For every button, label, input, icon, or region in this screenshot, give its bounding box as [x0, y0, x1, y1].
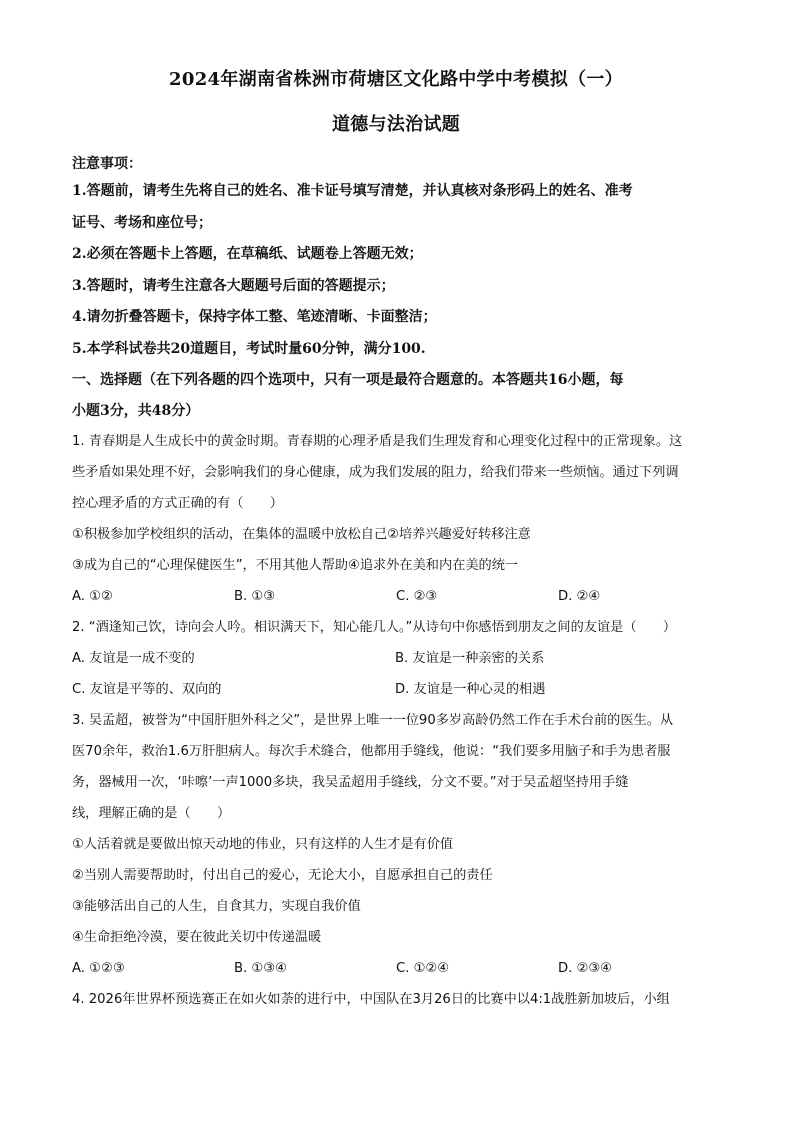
- statement-line: ①人活着就是要做出惊天动地的伟业，只有这样的人生才是有价值: [72, 837, 454, 852]
- notice-item-5: 5.本学科试卷共20道题目，考试时量60分钟，满分100.: [72, 340, 426, 357]
- question-line: 1. 青春期是人生成长中的黄金时期。青春期的心理矛盾是我们生理发育和心理变化过程中的正常现象。这: [72, 434, 683, 449]
- option-b: B. ①③: [234, 589, 276, 604]
- option-a: A. ①②③: [72, 961, 125, 976]
- option-c: C. 友谊是平等的、双向的: [72, 682, 222, 697]
- options-row: [72, 953, 720, 984]
- option-d: D. ②③④: [558, 961, 613, 976]
- exam-subtitle: 道德与法治试题: [331, 114, 461, 135]
- question-3: [72, 705, 720, 984]
- section-heading-line2: 小题3分，共48分）: [72, 402, 200, 419]
- notice-item-4: 4.请勿折叠答题卡，保持字体工整、笔迹清晰、卡面整洁；: [72, 309, 437, 325]
- option-b: B. 友谊是一种亲密的关系: [395, 651, 545, 666]
- exam-title: 2024年湖南省株洲市荷塘区文化路中学中考模拟（一）: [169, 69, 623, 90]
- question-line: 2. “酒逢知己饮，诗向会人吟。相识满天下，知心能几人。”从诗句中你感悟到朋友之间的友谊是（ ）: [72, 620, 677, 635]
- statement-line: ④生命拒绝冷漠，要在彼此关切中传递温暖: [72, 930, 322, 945]
- option-b: B. ①③④: [234, 961, 287, 976]
- question-1: [72, 426, 720, 612]
- option-c: C. ②③: [396, 589, 438, 604]
- options-row: [72, 581, 720, 612]
- question-line: 线，理解正确的是（ ）: [72, 806, 231, 821]
- options-row: [72, 643, 720, 674]
- option-a: A. ①②: [72, 589, 113, 604]
- statement-line: ①积极参加学校组织的活动，在集体的温暖中放松自己②培养兴趣爱好转移注意: [72, 527, 531, 542]
- question-line: 务，器械用一次，‘咔嚓’一声1000多块，我吴孟超用手缝线，分文不要。”对于吴孟超坚持用手缝: [72, 775, 629, 790]
- notice-item-1: 1.答题前，请考生先将自己的姓名、准卡证号填写清楚，并认真核对条形码上的姓名、准考: [72, 183, 633, 199]
- question-2: [72, 612, 720, 705]
- question-line: 医70余年，救治1.6万肝胆病人。每次手术缝合，他都用手缝线，他说：“我们要多用脑子和手为患者服: [72, 744, 671, 759]
- notice-list: [72, 176, 720, 365]
- options-row: [72, 674, 720, 705]
- question-4: [72, 984, 720, 1015]
- question-line: 控心理矛盾的方式正确的有（ ）: [72, 496, 283, 511]
- statement-line: ③成为自己的“心理保健医生”，不用其他人帮助④追求外在美和内在美的统一: [72, 558, 519, 573]
- notice-item-1-cont: 证号、考场和座位号；: [72, 214, 212, 231]
- question-line: 4. 2026年世界杯预选赛正在如火如荼的进行中，中国队在3月26日的比赛中以4:1战胜新加坡后，小组: [72, 992, 670, 1007]
- section-heading-line1: 一、选择题（在下列各题的四个选项中，只有一项是最符合题意的。本答题共16小题，每: [72, 372, 624, 388]
- question-line: 3. 吴孟超，被誉为“中国肝胆外科之父”，是世界上唯一一位90多岁高龄仍然工作在手术台前的医生。从: [72, 713, 674, 728]
- statement-line: ②当别人需要帮助时，付出自己的爱心，无论大小，自愿承担自己的责任: [72, 868, 493, 883]
- notice-item-2: 2.必须在答题卡上答题，在草稿纸、试题卷上答题无效；: [72, 246, 423, 262]
- option-a: A. 友谊是一成不变的: [72, 651, 195, 666]
- option-c: C. ①②④: [396, 961, 450, 976]
- statement-line: ③能够活出自己的人生，自食其力，实现自我价值: [72, 899, 361, 914]
- notice-heading: 注意事项：: [72, 156, 142, 172]
- notice-item-3: 3.答题时，请考生注意各大题题号后面的答题提示；: [72, 277, 395, 294]
- option-d: D. ②④: [558, 589, 601, 604]
- option-d: D. 友谊是一种心灵的相遇: [395, 682, 546, 697]
- question-line: 些矛盾如果处理不好，会影响我们的身心健康，成为我们发展的阻力，给我们带来一些烦恼。通过下列调: [72, 465, 679, 480]
